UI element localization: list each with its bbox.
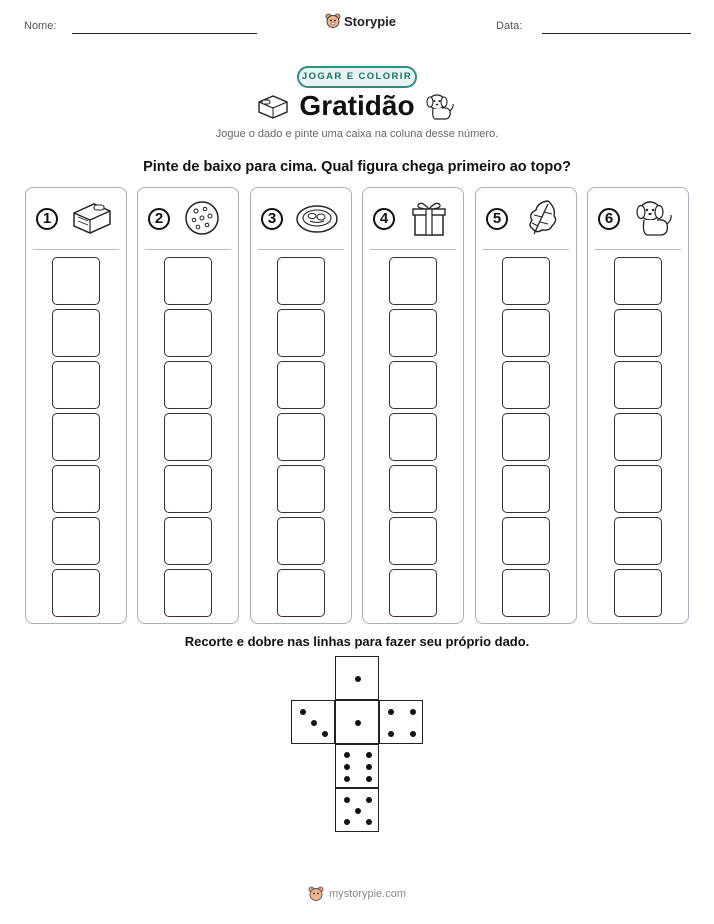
gift-icon [407, 198, 451, 238]
column-divider [483, 249, 569, 250]
color-box[interactable] [502, 361, 550, 409]
column-2 [137, 187, 239, 624]
color-box[interactable] [277, 569, 325, 617]
color-box[interactable] [614, 361, 662, 409]
die-pip [344, 797, 350, 803]
die-face-right [379, 700, 423, 744]
color-box[interactable] [389, 257, 437, 305]
bear-logo-icon [308, 886, 324, 902]
column-number: 5 [486, 208, 508, 230]
color-box[interactable] [164, 569, 212, 617]
color-box[interactable] [389, 517, 437, 565]
die-pip [366, 752, 372, 758]
color-box[interactable] [614, 569, 662, 617]
color-box[interactable] [502, 257, 550, 305]
color-box[interactable] [277, 361, 325, 409]
instruction-text: Pinte de baixo para cima. Qual figura chega primeiro ao topo? [143, 159, 571, 175]
color-box[interactable] [52, 517, 100, 565]
color-box[interactable] [277, 517, 325, 565]
die-face-center [335, 700, 379, 744]
die-face-top [335, 656, 379, 700]
color-box[interactable] [502, 569, 550, 617]
storypie-logo [325, 13, 396, 29]
puppy-icon [632, 198, 676, 238]
footer-site[interactable]: mystorypie.com [329, 888, 407, 900]
color-box[interactable] [164, 465, 212, 513]
color-box[interactable] [389, 569, 437, 617]
footer [308, 886, 406, 902]
column-divider [145, 249, 231, 250]
color-box[interactable] [502, 465, 550, 513]
date-label: Data: [496, 20, 523, 32]
plate-of-food-icon [295, 198, 339, 238]
die-pip [366, 797, 372, 803]
die-pip [311, 720, 317, 726]
die-pip [410, 709, 416, 715]
die-pip [366, 764, 372, 770]
color-box[interactable] [52, 465, 100, 513]
color-box[interactable] [277, 309, 325, 357]
die-pip [366, 819, 372, 825]
column-3 [250, 187, 352, 624]
die-pip [355, 720, 361, 726]
column-number: 6 [598, 208, 620, 230]
color-box[interactable] [389, 465, 437, 513]
bear-logo-icon [325, 13, 341, 29]
column-1 [25, 187, 127, 624]
die-face-left [291, 700, 335, 744]
color-box[interactable] [614, 309, 662, 357]
color-box[interactable] [164, 309, 212, 357]
column-4 [362, 187, 464, 624]
color-box[interactable] [389, 413, 437, 461]
die-pip [344, 776, 350, 782]
color-box[interactable] [52, 413, 100, 461]
color-box[interactable] [164, 361, 212, 409]
cookie-icon [182, 198, 226, 238]
die-face-bottom [335, 744, 379, 788]
color-box[interactable] [52, 569, 100, 617]
column-5 [475, 187, 577, 624]
leaf-icon [520, 198, 564, 238]
color-box[interactable] [52, 257, 100, 305]
bed-icon [70, 198, 114, 238]
die-pip [366, 776, 372, 782]
name-label: Nome: [24, 20, 57, 32]
color-box[interactable] [277, 465, 325, 513]
color-box[interactable] [502, 413, 550, 461]
color-box[interactable] [164, 413, 212, 461]
die-pip [388, 709, 394, 715]
color-box[interactable] [502, 309, 550, 357]
color-box[interactable] [614, 413, 662, 461]
die-pip [344, 752, 350, 758]
die-pip [300, 709, 306, 715]
die-pip [322, 731, 328, 737]
subtitle: Jogue o dado e pinte uma caixa na coluna desse número. [215, 128, 499, 140]
column-number: 3 [261, 208, 283, 230]
column-divider [595, 249, 681, 250]
date-line [542, 33, 691, 34]
color-box[interactable] [277, 413, 325, 461]
die-pip [344, 764, 350, 770]
color-box[interactable] [389, 361, 437, 409]
die-pip [388, 731, 394, 737]
die-pip [355, 808, 361, 814]
color-box[interactable] [164, 257, 212, 305]
color-box[interactable] [614, 257, 662, 305]
column-number: 1 [36, 208, 58, 230]
column-number: 2 [148, 208, 170, 230]
color-box[interactable] [389, 309, 437, 357]
column-divider [258, 249, 344, 250]
column-divider [370, 249, 456, 250]
color-box[interactable] [614, 465, 662, 513]
name-line [72, 33, 257, 34]
color-box[interactable] [614, 517, 662, 565]
column-divider [33, 249, 119, 250]
column-number: 4 [373, 208, 395, 230]
die-face-last [335, 788, 379, 832]
cut-instruction: Recorte e dobre nas linhas para fazer seu próprio dado. [184, 634, 530, 649]
column-6 [587, 187, 689, 624]
color-box[interactable] [52, 361, 100, 409]
color-box[interactable] [164, 517, 212, 565]
color-box[interactable] [277, 257, 325, 305]
die-pip [344, 819, 350, 825]
brand-name: Storypie [344, 13, 397, 29]
color-box[interactable] [52, 309, 100, 357]
puppy-icon [424, 92, 456, 122]
activity-badge: JOGAR E COLORIR [297, 66, 417, 88]
page-title: Gratidão [299, 90, 415, 121]
die-pip [410, 731, 416, 737]
die-pip [355, 676, 361, 682]
color-box[interactable] [502, 517, 550, 565]
